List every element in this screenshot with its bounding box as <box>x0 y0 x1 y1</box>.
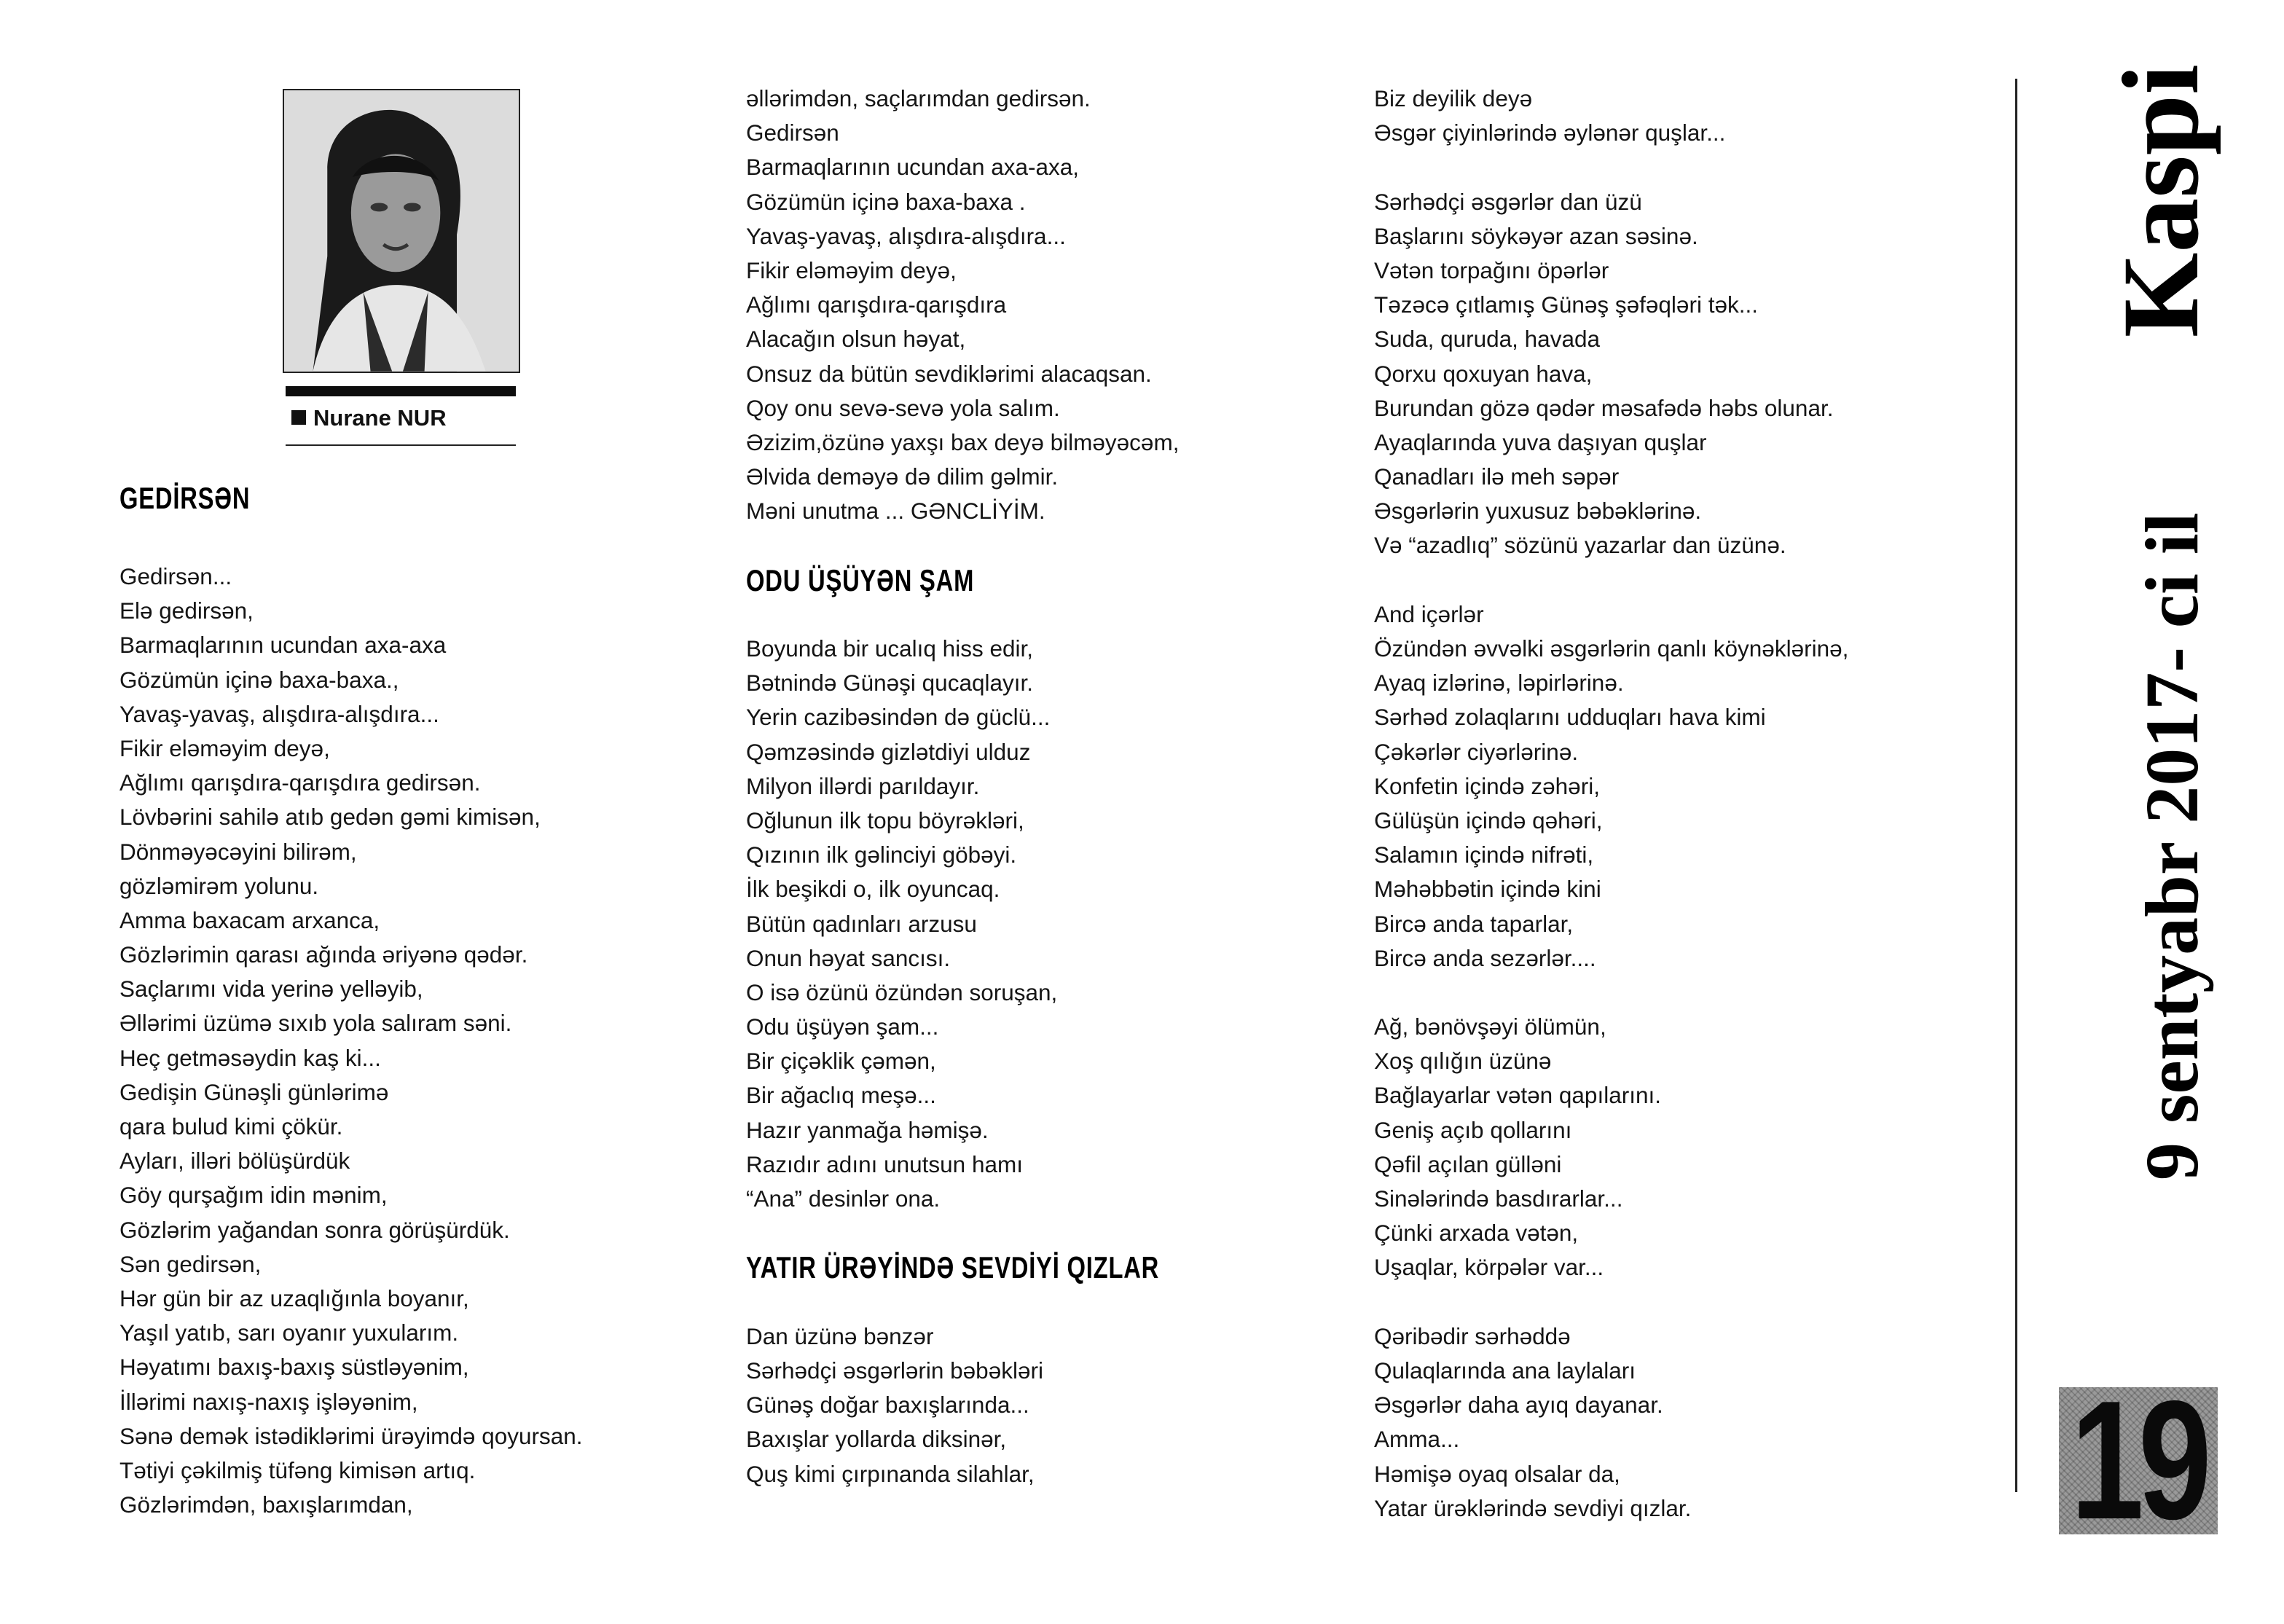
poem-line: Konfetin içində zəhəri, <box>1374 772 1600 799</box>
poem-line: Bircə anda taparlar, <box>1374 910 1574 937</box>
poem-line: Qulaqlarında ana laylaları <box>1374 1357 1636 1384</box>
page-number: 19 <box>2071 1387 2206 1534</box>
poem-line: gözləmirəm yolunu. <box>119 872 319 899</box>
poem-line: Təzəcə çıtlamış Günəş şəfəqləri tək... <box>1374 291 1758 318</box>
poem-line: Gülüşün içində qəhəri, <box>1374 807 1603 833</box>
poem-line: Gedişin Günəşli günlərimə <box>119 1078 389 1105</box>
column-3 <box>1374 82 1848 1526</box>
poem-line: Əsgərlər daha ayıq dayanar. <box>1374 1392 1663 1419</box>
poem-line: Qanadları ilə meh səpər <box>1374 463 1620 490</box>
poem-line: Əsgər çiyinlərində əylənər quşlar... <box>1374 119 1726 146</box>
poem-line: Sən gedirsən, <box>119 1250 262 1277</box>
poem-line: Ayları, illəri bölüşürdük <box>119 1148 350 1174</box>
poem-line: Qorxu qoxuyan hava, <box>1374 360 1593 387</box>
poem-line: Gözlərimin qarası ağında əriyənə qədər. <box>119 941 528 968</box>
poem-line: Məni unutma ... GƏNCLİYİM. <box>746 498 1045 525</box>
poem-line: Özündən əvvəlki əsgərlərin qanlı köynəklərinə, <box>1374 635 1849 662</box>
newspaper-title: Kaspi <box>2100 64 2221 338</box>
column-1 <box>119 560 583 1522</box>
poem-title-odu-usuyen-sam: ODU ÜŞÜYƏN ŞAM <box>746 562 975 597</box>
poem-line: Məhəbbətin içində kini <box>1374 876 1601 903</box>
poem-line: Əsgərlərin yuxusuz bəbəklərinə. <box>1374 498 1702 525</box>
poem-line: Oğlunun ilk topu böyrəkləri, <box>746 807 1024 833</box>
poem-line: əllərimdən, saçlarımdan gedirsən. <box>746 85 1091 111</box>
poem-line: Lövbərini sahilə atıb gedən gəmi kimisən, <box>119 804 541 831</box>
poem-line: Göy qurşağım idin mənim, <box>119 1182 388 1209</box>
poem-line: Geniş açıb qollarını <box>1374 1116 1572 1143</box>
poem-line: Əlvida deməyə də dilim gəlmir. <box>746 463 1059 490</box>
issue-date: 9 sentyabr 2017- ci il <box>2130 512 2214 1180</box>
poem-line: Sərhəd zolaqlarını udduqları hava kimi <box>1374 704 1766 731</box>
poem-line: Yavaş-yavaş, alışdıra-alışdıra... <box>119 700 439 727</box>
poem-line: Yavaş-yavaş, alışdıra-alışdıra... <box>746 222 1066 249</box>
poem-line: Əllərimi üzümə sıxıb yola salıram səni. <box>119 1010 512 1037</box>
poem-line: Çəkərlər ciyərlərinə. <box>1374 738 1579 765</box>
poem-title-yatir-ureyinde: YATIR ÜRƏYİNDƏ SEVDİYİ QIZLAR <box>746 1250 1160 1285</box>
poem-line: Xoş qılığın üzünə <box>1374 1048 1552 1075</box>
poem-line: Həmişə oyaq olsalar da, <box>1374 1460 1620 1487</box>
author-portrait <box>284 90 519 372</box>
poem-line: Amma... <box>1374 1426 1460 1453</box>
poem-line: Barmaqlarının ucundan axa-axa, <box>746 154 1080 181</box>
poem-line: Dönməyəcəyini bilirəm, <box>119 838 357 865</box>
poem-line: Qızının ilk gəlinciyi göbəyi. <box>746 842 1017 868</box>
poem-line: Başlarını söykəyər azan səsinə. <box>1374 222 1698 249</box>
poem-line: Milyon illərdi parıldayır. <box>746 772 980 799</box>
poem-line: Gözümün içinə baxa-baxa . <box>746 188 1026 215</box>
poem-line: Fikir eləməyim deyə, <box>746 256 957 283</box>
poem-line: Suda, quruda, havada <box>1374 326 1601 353</box>
page-number-box <box>2059 1387 2218 1534</box>
poem-line: Barmaqlarının ucundan axa-axa <box>119 632 447 659</box>
poem-line: Odu üşüyən şam... <box>746 1013 939 1040</box>
author-photo <box>283 89 520 373</box>
poem-line: Bütün qadınları arzusu <box>746 910 977 937</box>
poem-title-gedirsen: GEDİRSƏN <box>119 481 251 515</box>
author-byline <box>291 405 447 431</box>
poem-line: Sənə demək istədiklərimi ürəyimdə qoyursan. <box>119 1422 583 1449</box>
author-name: Nurane NUR <box>313 405 447 431</box>
poem-line: Onsuz da bütün sevdiklərimi alacaqsan. <box>746 360 1152 387</box>
poem-line: Biz deyilik deyə <box>1374 85 1533 111</box>
poem-line: Yaşıl yatıb, sarı oyanır yuxularım. <box>119 1319 459 1346</box>
poem-line: Gedirsən... <box>119 563 232 589</box>
poem-line: Uşaqlar, körpələr var... <box>1374 1254 1604 1281</box>
poem-line: Razıdır adını unutsun hamı <box>746 1150 1023 1177</box>
poem-line: Dan üzünə bənzər <box>746 1322 934 1349</box>
poem-line: And içərlər <box>1374 600 1484 627</box>
author-bar <box>286 386 516 396</box>
poem-line: Elə gedirsən, <box>119 597 254 624</box>
poem-line: Və “azadlıq” sözünü yazarlar dan üzünə. <box>1374 532 1786 559</box>
poem-line: Burundan gözə qədər məsafədə həbs olunar. <box>1374 394 1834 421</box>
column-2 <box>746 82 1276 1491</box>
stanza-gap <box>746 1216 1276 1250</box>
poem-line: Boyunda bir ucalıq hiss edir, <box>746 635 1033 662</box>
stanza-gap <box>746 1285 1276 1319</box>
poem-line: Günəş doğar baxışlarında... <box>746 1392 1029 1419</box>
poem-line: Bağlayarlar vətən qapılarını. <box>1374 1082 1661 1109</box>
poem-line: Gedirsən <box>746 119 839 146</box>
poem-line: Bətnində Günəşi qucaqlayır. <box>746 670 1034 697</box>
column-divider <box>2015 79 2017 1492</box>
stanza-gap <box>746 597 1276 632</box>
poem-line: Baxışlar yollarda diksinər, <box>746 1426 1007 1453</box>
poem-line: Hazır yanmağa həmişə. <box>746 1116 989 1143</box>
poem-line: Saçlarımı vida yerinə yelləyib, <box>119 976 423 1003</box>
poem-line: Qəmzəsində gizlətdiyi ulduz <box>746 738 1031 765</box>
poem-line: Heç getməsəydin kaş ki... <box>119 1044 381 1071</box>
poem-line: Bir ağaclıq meşə... <box>746 1082 936 1109</box>
poem-line: Bir çiçəklik çəmən, <box>746 1048 936 1075</box>
stanza-gap <box>746 528 1276 562</box>
poem-line: İlk beşikdi o, ilk oyuncaq. <box>746 876 1000 903</box>
author-rule <box>286 444 516 446</box>
poem-line: Vətən torpağını öpərlər <box>1374 256 1609 283</box>
poem-line: Yerin cazibəsindən də güclü... <box>746 704 1051 731</box>
stanza-gap <box>1374 150 1848 184</box>
poem-line: Qəribədir sərhəddə <box>1374 1322 1571 1349</box>
poem-line: Qəfil açılan gülləni <box>1374 1150 1562 1177</box>
masthead <box>2098 64 2224 1180</box>
poem-line: Gözlərimdən, baxışlarımdan, <box>119 1491 413 1518</box>
poem-line: Onun həyat sancısı. <box>746 944 951 971</box>
poem-line: Alacağın olsun həyat, <box>746 326 966 353</box>
poem-line: Bircə anda sezərlər.... <box>1374 944 1596 971</box>
poem-line: İllərimi naxış-naxış işləyənim, <box>119 1388 418 1415</box>
poem-line: Ayaqlarında yuva daşıyan quşlar <box>1374 428 1707 455</box>
poem-line: “Ana” desinlər ona. <box>746 1185 941 1212</box>
poem-line: Həyatımı baxış-baxış süstləyənim, <box>119 1354 469 1381</box>
poem-line: Hər gün bir az uzaqlığınla boyanır, <box>119 1284 469 1311</box>
stanza-gap <box>1374 563 1848 597</box>
poem-line: qara bulud kimi çökür. <box>119 1113 343 1139</box>
poem-line: Ağ, bənövşəyi ölümün, <box>1374 1013 1606 1040</box>
poem-line: Ağlımı qarışdıra-qarışdıra <box>746 291 1007 318</box>
poem-line: Gözümün içinə baxa-baxa., <box>119 666 399 693</box>
poem-line: Fikir eləməyim deyə, <box>119 734 330 761</box>
stanza-gap <box>1374 976 1848 1010</box>
poem-line: Sərhədçi əsgərlər dan üzü <box>1374 188 1642 215</box>
poem-line: Salamın içində nifrəti, <box>1374 842 1594 868</box>
square-bullet-icon <box>291 410 306 425</box>
poem-line: Amma baxacam arxanca, <box>119 906 380 933</box>
poem-line: Qoy onu sevə-sevə yola salım. <box>746 394 1060 421</box>
poem-line: Quş kimi çırpınanda silahlar, <box>746 1460 1035 1487</box>
poem-line: Çünki arxada vətən, <box>1374 1220 1579 1247</box>
poem-line: Sinələrində basdırarlar... <box>1374 1185 1623 1212</box>
poem-line: Ayaq izlərinə, ləpirlərinə. <box>1374 670 1624 697</box>
poem-line: Ağlımı qarışdıra-qarışdıra gedirsən. <box>119 769 481 796</box>
poem-line: Tətiyi çəkilmiş tüfəng kimisən artıq. <box>119 1456 476 1483</box>
stanza-gap <box>1374 1285 1848 1319</box>
poem-line: Gözlərim yağandan sonra görüşürdük. <box>119 1216 510 1243</box>
poem-line: Əzizim,özünə yaxşı bax deyə bilməyəcəm, <box>746 428 1180 455</box>
poem-line: Sərhədçi əsgərlərin bəbəkləri <box>746 1357 1043 1384</box>
poem-line: Yatar ürəklərində sevdiyi qızlar. <box>1374 1494 1692 1521</box>
poem-line: O isə özünü özündən soruşan, <box>746 978 1058 1005</box>
